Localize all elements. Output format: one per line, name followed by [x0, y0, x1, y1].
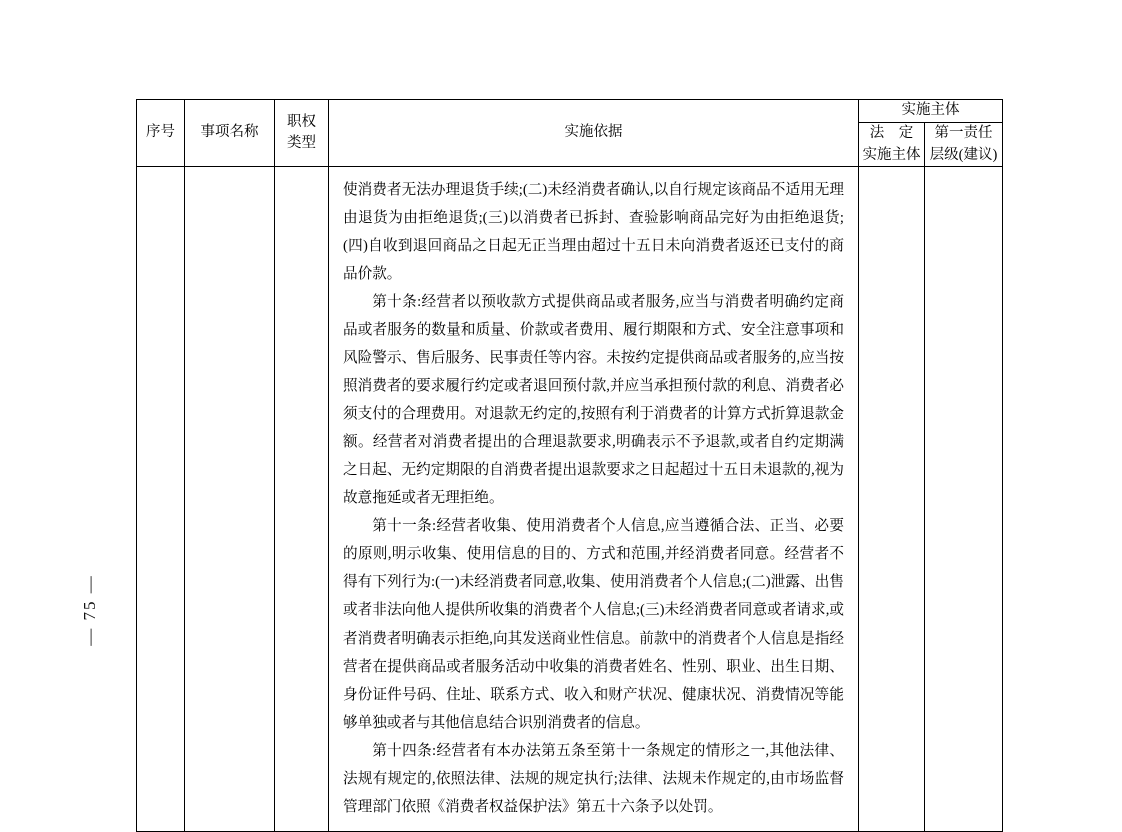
- cell-power-type: [275, 167, 329, 831]
- header-basis: 实施依据: [329, 100, 859, 167]
- header-power-type-line2: 类型: [287, 135, 316, 152]
- header-power-type-line1: 职权: [287, 114, 316, 131]
- cell-seq: [137, 167, 185, 831]
- basis-text: [329, 167, 858, 830]
- header-level-line2: 层级(建议): [929, 146, 998, 163]
- header-seq: 序号: [137, 100, 185, 167]
- table-header-row-1: [137, 100, 1003, 123]
- table-row: [137, 167, 1003, 831]
- basis-paragraph-2: 第十条:经营者以预收款方式提供商品或者服务,应当与消费者明确约定商品或者服务的数量和质量、价款或者费用、履行期限和方式、安全注意事项和风险警示、售后服务、民事责任等内容。未按约定提供商品或者服务的,应当按照消费者的要求履行约定或者退回预付款,并应当承担预付款的利息、消费者必须支付的合理费用。对退款无约定的,按照有利于消费者的计算方式折算退款金额。经营者对消费者提出的合理退款要求,明确表示不予退款,或者自约定期满之日起、无约定期限的自消费者提出退款要求之日起超过十五日未退款的,视为故意拖延或者无理拒绝。: [343, 294, 844, 507]
- header-legal-subject-line1: 法 定: [869, 124, 914, 141]
- cell-item-name: [185, 167, 275, 831]
- header-legal-subject: [859, 122, 925, 167]
- page-number: — 75 —: [80, 574, 99, 646]
- regulation-table: [136, 99, 1003, 832]
- header-item-name: 事项名称: [185, 100, 275, 167]
- header-level: [925, 122, 1003, 167]
- cell-legal-subject: [859, 167, 925, 831]
- cell-basis: [329, 167, 859, 831]
- cell-level: [925, 167, 1003, 831]
- header-subject-group: 实施主体: [859, 100, 1003, 123]
- header-legal-subject-line2: 实施主体: [862, 146, 921, 163]
- basis-paragraph-1: 使消费者无法办理退货手续;(二)未经消费者确认,以自行规定该商品不适用无理由退货为由拒绝退货;(三)以消费者已拆封、查验影响商品完好为由拒绝退货;(四)自收到退回商品之日起无正当理由超过十五日未向消费者返还已支付的商品价款。: [343, 182, 844, 283]
- header-power-type: [275, 100, 329, 167]
- basis-paragraph-3: 第十一条:经营者收集、使用消费者个人信息,应当遵循合法、正当、必要的原则,明示收集、使用信息的目的、方式和范围,并经消费者同意。经营者不得有下列行为:(一)未经消费者同意,收集、使用消费者个人信息;(二)泄露、出售或者非法向他人提供所收集的消费者个人信息;(三)未经消费者同意或者请求,或者消费者明确表示拒绝,向其发送商业性信息。前款中的消费者个人信息是指经营者在提供商品或者服务活动中收集的消费者姓名、性别、职业、出生日期、身份证件号码、住址、联系方式、收入和财产状况、健康状况、消费情况等能够单独或者与其他信息结合识别消费者的信息。: [343, 518, 844, 731]
- basis-paragraph-4: 第十四条:经营者有本办法第五条至第十一条规定的情形之一,其他法律、法规有规定的,依照法律、法规的规定执行;法律、法规未作规定的,由市场监督管理部门依照《消费者权益保护法》第五十六条予以处罚。: [343, 742, 844, 815]
- header-level-line1: 第一责任: [934, 124, 993, 141]
